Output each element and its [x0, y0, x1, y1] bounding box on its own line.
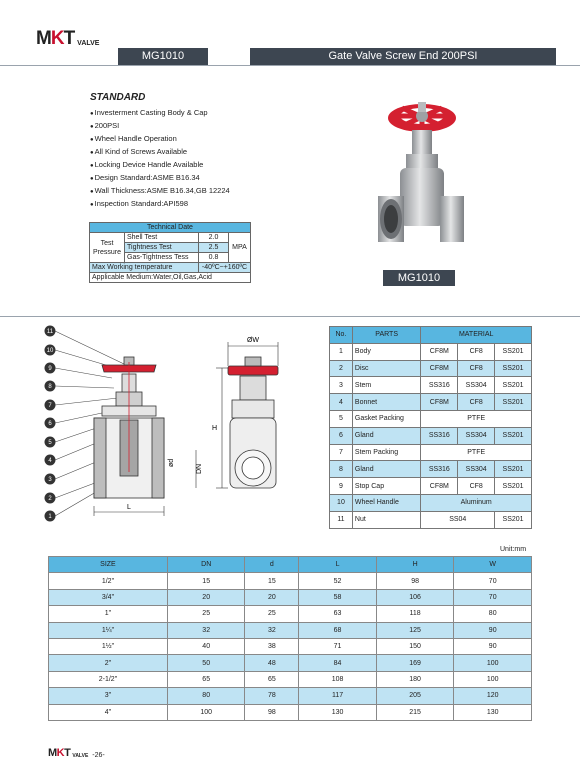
material-cell: SS316	[421, 427, 458, 444]
col-header: No.	[330, 327, 353, 344]
table-row	[49, 671, 532, 687]
material-cell: CF8	[458, 394, 495, 411]
cell: 2-1/2"	[49, 671, 168, 687]
cell: 120	[454, 688, 532, 704]
table-row	[330, 494, 532, 511]
material-cell: SS304	[458, 427, 495, 444]
part-no: 8	[330, 461, 353, 478]
cell: 25	[245, 606, 299, 622]
col-header: L	[299, 557, 377, 573]
material-cell: Aluminum	[421, 494, 532, 511]
photo-caption: MG1010	[383, 270, 455, 286]
cell: 20	[245, 589, 299, 605]
part-name: Stem	[352, 377, 421, 394]
brand-mark: MKT	[36, 28, 75, 49]
part-name: Bonnet	[352, 394, 421, 411]
callout: 7	[48, 403, 52, 409]
tech-value: 0.8	[199, 253, 229, 263]
col-header: SIZE	[49, 557, 168, 573]
cell: 205	[376, 688, 454, 704]
table-row	[49, 655, 532, 671]
part-name: Gland	[352, 427, 421, 444]
material-cell: SS201	[495, 343, 532, 360]
model-tag: MG1010	[118, 48, 208, 65]
tech-label: Tightness Test	[125, 243, 199, 253]
cell: 90	[454, 638, 532, 654]
dim-d-label: ød	[168, 458, 175, 467]
col-header: DN	[167, 557, 245, 573]
col-header: PARTS	[352, 327, 421, 344]
cell: 32	[245, 622, 299, 638]
cell: 32	[167, 622, 245, 638]
table-row	[330, 360, 532, 377]
part-name: Body	[352, 343, 421, 360]
cell: 118	[376, 606, 454, 622]
part-no: 1	[330, 343, 353, 360]
cell: 215	[376, 704, 454, 720]
callout: 6	[48, 421, 52, 427]
dim-l-label: L	[127, 504, 131, 511]
material-cell: SS201	[495, 360, 532, 377]
material-cell: PTFE	[421, 444, 532, 461]
max-temp-value: -40ºC~+160ºC	[199, 263, 251, 273]
dim-h-label: H	[212, 425, 218, 432]
size-table	[48, 556, 532, 721]
cell: 58	[299, 589, 377, 605]
test-pressure-label: Test Pressure	[90, 233, 125, 263]
cell: 70	[454, 589, 532, 605]
material-cell: CF8M	[421, 394, 458, 411]
part-name: Stem Packing	[352, 444, 421, 461]
tech-label: Shell Test	[125, 233, 199, 243]
material-cell: SS201	[495, 394, 532, 411]
brand-logo	[36, 30, 99, 48]
material-cell: SS304	[458, 377, 495, 394]
cell: 150	[376, 638, 454, 654]
cell: 40	[167, 638, 245, 654]
divider	[0, 65, 580, 66]
footer-brand-mark: MKT	[48, 747, 71, 759]
table-row	[330, 394, 532, 411]
col-header: H	[376, 557, 454, 573]
part-name: Wheel Handle	[352, 494, 421, 511]
cell: 100	[167, 704, 245, 720]
standard-item: ● Investerment Casting Body & Cap	[90, 106, 230, 119]
tech-value: 2.5	[199, 243, 229, 253]
part-name: Nut	[352, 511, 421, 528]
medium-text: Applicable Medium:Water,Oil,Gas,Acid	[90, 273, 251, 283]
standard-item: ● 200PSI	[90, 119, 230, 132]
material-cell: CF8M	[421, 343, 458, 360]
table-row	[330, 427, 532, 444]
cell: 180	[376, 671, 454, 687]
valve-drawing	[36, 322, 316, 532]
cell: 80	[167, 688, 245, 704]
dim-dn-label: DN	[196, 463, 203, 474]
cell: 65	[245, 671, 299, 687]
unit-label: Unit:mm	[500, 546, 527, 553]
callout: 11	[46, 329, 54, 335]
material-cell: SS04	[421, 511, 495, 528]
cell: 117	[299, 688, 377, 704]
cell: 100	[454, 655, 532, 671]
cell: 108	[299, 671, 377, 687]
table-row	[330, 377, 532, 394]
material-cell: SS201	[495, 478, 532, 495]
cell: 78	[245, 688, 299, 704]
material-cell: CF8M	[421, 360, 458, 377]
cell: 71	[299, 638, 377, 654]
part-name: Disc	[352, 360, 421, 377]
cell: 68	[299, 622, 377, 638]
table-row	[49, 573, 532, 589]
col-header: W	[454, 557, 532, 573]
cell: 106	[376, 589, 454, 605]
cell: 63	[299, 606, 377, 622]
standard-item: ● All Kind of Screws Available	[90, 145, 230, 158]
table-row	[330, 410, 532, 427]
material-cell: SS316	[421, 461, 458, 478]
part-name: Gland	[352, 461, 421, 478]
cell: 125	[376, 622, 454, 638]
callout: 1	[48, 514, 52, 520]
cell: 2"	[49, 655, 168, 671]
footer	[48, 748, 105, 759]
cell: 65	[167, 671, 245, 687]
table-row	[330, 343, 532, 360]
cell: 1/2"	[49, 573, 168, 589]
part-no: 11	[330, 511, 353, 528]
cell: 1¼"	[49, 622, 168, 638]
cell: 4"	[49, 704, 168, 720]
standard-item: ● Wall Thickness:ASME B16.34,GB 12224	[90, 184, 230, 197]
col-header: d	[245, 557, 299, 573]
col-header: MATERIAL	[421, 327, 532, 344]
part-name: Stop Cap	[352, 478, 421, 495]
part-no: 4	[330, 394, 353, 411]
parts-table	[329, 326, 532, 529]
table-row	[49, 622, 532, 638]
cell: 84	[299, 655, 377, 671]
max-temp-label: Max Working temperature	[90, 263, 199, 273]
table-row	[330, 444, 532, 461]
part-no: 2	[330, 360, 353, 377]
standard-item: ● Wheel Handle Operation	[90, 132, 230, 145]
cell: 1½"	[49, 638, 168, 654]
callout: 8	[48, 384, 52, 390]
part-no: 7	[330, 444, 353, 461]
material-cell: SS201	[495, 461, 532, 478]
standard-list	[90, 106, 230, 210]
cell: 52	[299, 573, 377, 589]
standard-heading: STANDARD	[90, 92, 146, 103]
cell: 20	[167, 589, 245, 605]
callout: 2	[48, 496, 52, 502]
divider	[0, 316, 580, 317]
brand-sub: VALVE	[77, 40, 100, 47]
material-cell: SS201	[495, 377, 532, 394]
cell: 1"	[49, 606, 168, 622]
footer-brand-sub: VALVE	[72, 753, 89, 759]
cell: 3"	[49, 688, 168, 704]
technical-heading: Technical Date	[90, 223, 251, 233]
technical-table	[89, 222, 251, 283]
material-cell: CF8M	[421, 478, 458, 495]
material-cell: SS316	[421, 377, 458, 394]
material-cell: SS201	[495, 511, 532, 528]
cell: 25	[167, 606, 245, 622]
table-row	[49, 704, 532, 720]
cell: 130	[454, 704, 532, 720]
material-cell: SS304	[458, 461, 495, 478]
callout: 10	[46, 348, 54, 354]
cell: 3/4"	[49, 589, 168, 605]
cell: 15	[167, 573, 245, 589]
tech-value: 2.0	[199, 233, 229, 243]
part-no: 9	[330, 478, 353, 495]
cell: 90	[454, 622, 532, 638]
callout: 5	[48, 440, 52, 446]
cell: 38	[245, 638, 299, 654]
part-no: 3	[330, 377, 353, 394]
table-row	[49, 688, 532, 704]
tech-label: Gas-Tightness Tess	[125, 253, 199, 263]
callout: 4	[48, 458, 52, 464]
cell: 100	[454, 671, 532, 687]
table-row	[330, 478, 532, 495]
cell: 15	[245, 573, 299, 589]
cell: 98	[376, 573, 454, 589]
standard-item: ● Locking Device Handle Available	[90, 158, 230, 171]
callout: 9	[48, 366, 52, 372]
table-row	[49, 589, 532, 605]
material-cell: CF8	[458, 360, 495, 377]
dim-w-label: ØW	[246, 337, 260, 344]
material-cell: CF8	[458, 478, 495, 495]
material-cell: CF8	[458, 343, 495, 360]
page-number: -26-	[92, 752, 105, 759]
cell: 169	[376, 655, 454, 671]
cell: 48	[245, 655, 299, 671]
cell: 80	[454, 606, 532, 622]
part-no: 5	[330, 410, 353, 427]
material-cell: SS201	[495, 427, 532, 444]
callout: 3	[48, 477, 52, 483]
standard-item: ● Design Standard:ASME B16.34	[90, 171, 230, 184]
tech-unit: MPA	[229, 233, 251, 263]
cell: 130	[299, 704, 377, 720]
part-no: 10	[330, 494, 353, 511]
table-row	[330, 461, 532, 478]
product-photo	[372, 96, 472, 266]
part-no: 6	[330, 427, 353, 444]
table-row	[49, 606, 532, 622]
material-cell: PTFE	[421, 410, 532, 427]
page-title: Gate Valve Screw End 200PSI	[250, 48, 556, 65]
table-row	[49, 638, 532, 654]
cell: 98	[245, 704, 299, 720]
cell: 50	[167, 655, 245, 671]
cell: 70	[454, 573, 532, 589]
standard-item: ● Inspection Standard:API598	[90, 197, 230, 210]
part-name: Gasket Packing	[352, 410, 421, 427]
table-row	[330, 511, 532, 528]
